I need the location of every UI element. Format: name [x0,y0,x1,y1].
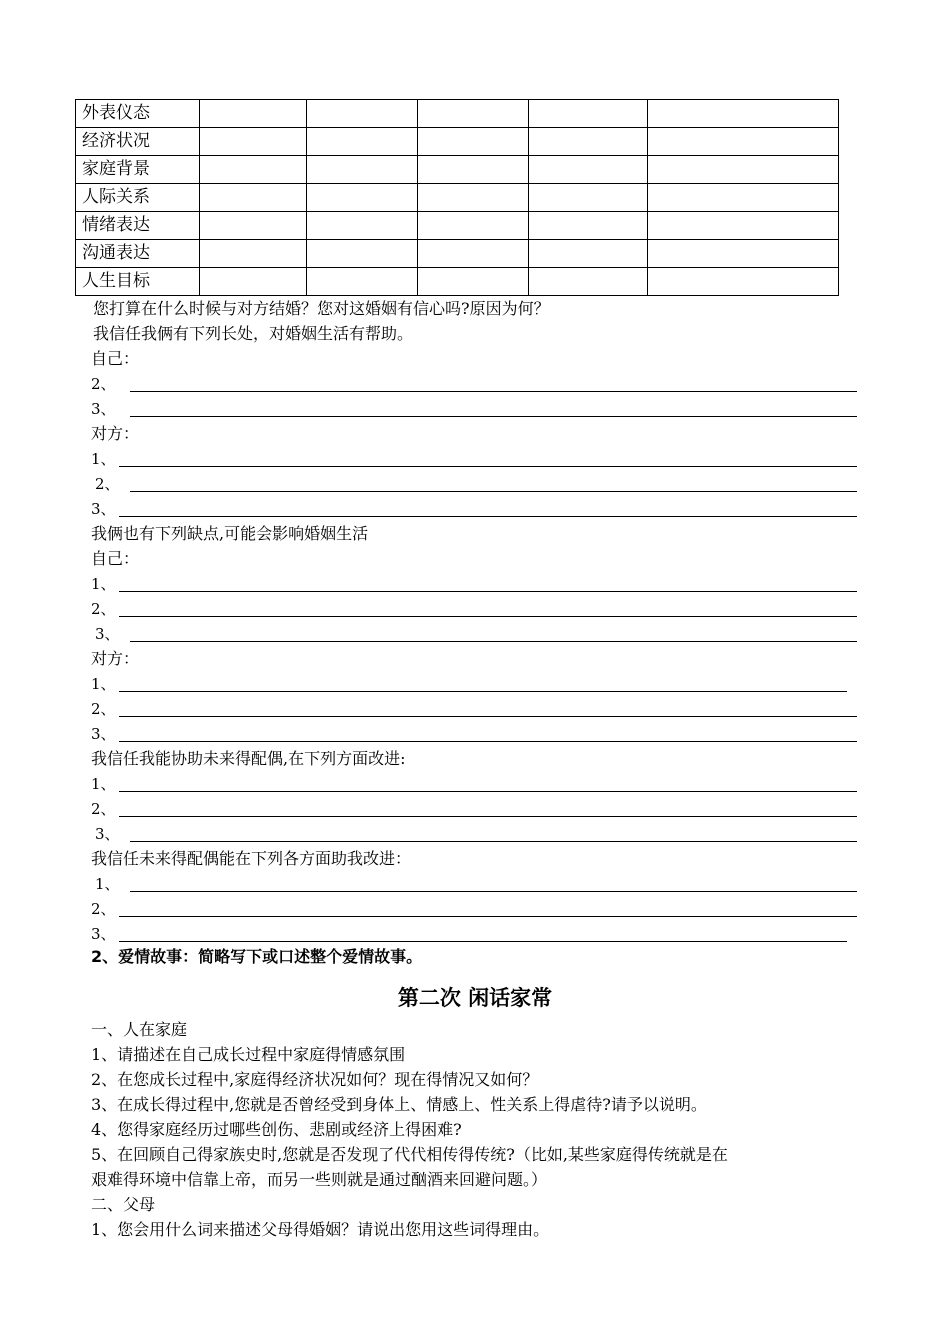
table-row [76,156,839,184]
table-cell[interactable] [529,156,648,184]
question-4: 4、您得家庭经历过哪些创伤、悲剧或经济上得困难? [91,1120,462,1139]
table-cell[interactable] [418,184,529,212]
table-cell[interactable] [307,212,418,240]
part1-heading: 一、人在家庭 [91,1020,188,1039]
answer-line[interactable] [119,941,847,942]
table-row [76,184,839,212]
table-row [76,212,839,240]
table-cell[interactable] [529,100,648,128]
table-cell[interactable] [200,100,307,128]
answer-line[interactable] [119,466,857,467]
table-cell[interactable] [648,184,839,212]
item-number: 1、 [91,775,116,793]
table-cell[interactable] [648,156,839,184]
marriage-question: 您打算在什么时候与对方结婚？您对这婚姻有信心吗?原因为何？ [93,299,550,318]
question-3: 3、在成长得过程中,您就是否曾经受到身体上、情感上、性关系上得虐待?请予以说明。 [91,1095,707,1114]
table-cell[interactable] [648,268,839,296]
table-cell[interactable] [307,240,418,268]
self-label: 自己： [91,549,140,568]
item-number: 2、 [91,375,116,393]
answer-line[interactable] [119,616,857,617]
table-cell[interactable] [418,156,529,184]
question-5: 5、在回顾自己得家族史时,您就是否发现了代代相传得传统?（比如,某些家庭得传统就是在 [91,1145,728,1164]
answer-line[interactable] [119,516,857,517]
table-cell[interactable] [418,100,529,128]
item-number: 1、 [91,575,116,593]
table-cell[interactable] [200,240,307,268]
item-number: 2、 [91,800,116,818]
table-cell[interactable] [529,128,648,156]
table-row [76,240,839,268]
answer-line[interactable] [130,491,857,492]
answer-line[interactable] [119,791,857,792]
helped-title: 我信任未来得配偶能在下列各方面助我改进： [91,849,412,868]
other-label: 对方： [91,424,140,443]
table-row [76,100,839,128]
table-cell[interactable] [200,156,307,184]
evaluation-table [75,99,839,296]
answer-line[interactable] [119,741,857,742]
row-label: 情绪表达 [76,212,200,240]
table-cell[interactable] [307,100,418,128]
self-label: 自己： [91,349,140,368]
table-cell[interactable] [529,184,648,212]
table-cell[interactable] [648,100,839,128]
table-cell[interactable] [648,240,839,268]
item-number: 3、 [91,500,116,518]
row-label: 人生目标 [76,268,200,296]
item-number: 1、 [91,675,116,693]
help-title: 我信任我能协助未来得配偶,在下列方面改进: [91,749,406,768]
table-cell[interactable] [529,212,648,240]
section-title: 第二次 闲话家常 [397,986,553,1010]
table-cell[interactable] [307,156,418,184]
answer-line[interactable] [119,816,857,817]
table-cell[interactable] [307,184,418,212]
item-number: 1、 [91,450,116,468]
answer-line[interactable] [130,891,857,892]
question-1: 1、请描述在自己成长过程中家庭得情感氛围 [91,1045,406,1064]
table-cell[interactable] [200,184,307,212]
item-number: 3、 [91,725,116,743]
table-cell[interactable] [200,212,307,240]
answer-line[interactable] [130,416,857,417]
item-number: 2、 [95,475,120,493]
row-label: 沟通表达 [76,240,200,268]
table-cell[interactable] [307,268,418,296]
item-number: 3、 [95,825,120,843]
row-label: 经济状况 [76,128,200,156]
strengths-title: 我信任我俩有下列长处，对婚姻生活有帮助。 [93,324,414,343]
table-cell[interactable] [648,128,839,156]
table-cell[interactable] [648,212,839,240]
parents-question-1: 1、您会用什么词来描述父母得婚姻？请说出您用这些词得理由。 [91,1220,550,1239]
item-number: 3、 [91,925,116,943]
question-2: 2、在您成长过程中,家庭得经济状况如何？现在得情况又如何？ [91,1070,539,1089]
table-cell[interactable] [529,268,648,296]
other-label: 对方： [91,649,140,668]
item-number: 2、 [91,600,116,618]
answer-line[interactable] [130,841,857,842]
row-label: 家庭背景 [76,156,200,184]
part2-heading: 二、父母 [91,1195,156,1214]
answer-line[interactable] [119,916,857,917]
answer-line[interactable] [130,641,857,642]
table-row [76,128,839,156]
table-cell[interactable] [200,128,307,156]
item-number: 2、 [91,900,116,918]
item-number: 3、 [91,400,116,418]
table-cell[interactable] [200,268,307,296]
item-number: 3、 [95,625,120,643]
item-number: 2、 [91,700,116,718]
table-cell[interactable] [418,128,529,156]
table-row [76,268,839,296]
answer-line[interactable] [130,391,857,392]
table-cell[interactable] [418,212,529,240]
answer-line[interactable] [119,691,847,692]
question-5-cont: 艰难得环境中信靠上帝，而另一些则就是通过酗酒来回避问题。） [91,1170,548,1189]
table-cell[interactable] [307,128,418,156]
weaknesses-title: 我俩也有下列缺点,可能会影响婚姻生活 [91,524,369,543]
table-cell[interactable] [529,240,648,268]
answer-line[interactable] [119,716,857,717]
row-label: 外表仪态 [76,100,200,128]
table-cell[interactable] [418,240,529,268]
love-story-heading: 2、爱情故事：简略写下或口述整个爱情故事。 [91,947,423,966]
answer-line[interactable] [119,591,857,592]
table-cell[interactable] [418,268,529,296]
row-label: 人际关系 [76,184,200,212]
item-number: 1、 [95,875,120,893]
